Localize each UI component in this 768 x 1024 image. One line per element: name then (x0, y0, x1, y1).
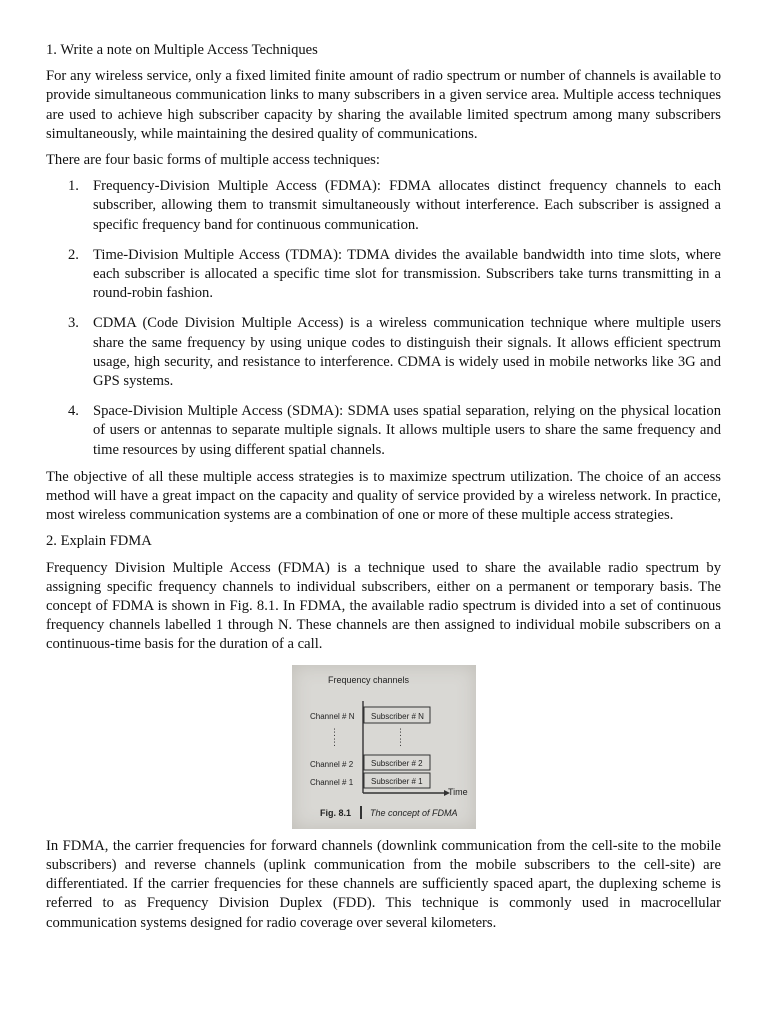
channel-2-label: Channel # 2 (309, 759, 353, 769)
ellipsis-right: ⋮ (395, 726, 405, 737)
list-text: Space-Division Multiple Access (SDMA): SDMA uses spatial separation, relying on the physical location of users or antennas to separate multiple signals. It allows multiple users to share the same frequency and time resources by using different spatial channels. (93, 403, 721, 458)
intro-paragraph: For any wireless service, only a fixed limited finite amount of radio spectrum or number of channels is available to provide simultaneous communication links to many subscribers in a given service area. Multiple access techniques are used to achieve high subscriber capacity by sharing the available limited spectrum among many subscribers simultaneously, while maintaining the desired quality of communications. (46, 68, 721, 142)
ellipsis-right-2: ⋮ (395, 736, 405, 747)
channel-n-label: Channel # N (309, 711, 354, 721)
list-text: CDMA (Code Division Multiple Access) is a wireless communication technique where multiple users share the same frequency by using unique codes to distinguish their signals. It allows efficient spectrum usage, high security, and resistance to interference. CDMA is widely used in mobile networks like 3G and GPS systems. (93, 315, 721, 390)
fdma-diagram (292, 665, 476, 829)
question-1-heading: 1. Write a note on Multiple Access Techniques (46, 42, 318, 58)
list-item (46, 314, 721, 391)
list-number: 1. (68, 178, 79, 195)
fdma-paragraph: Frequency Division Multiple Access (FDMA) is a technique used to share the available radio spectrum by assigning specific frequency channels to individual subscribers, either on a permanent or temporary basis. The concept of FDMA is shown in Fig. 8.1. In FDMA, the available radio spectrum is divided into a set of continuous frequency channels labelled 1 through N. These channels are then assigned to individual mobile subscribers on a continuous-time basis for the duration of a call. (46, 559, 721, 653)
subscriber-n-label: Subscriber # N (370, 711, 424, 721)
subscriber-1-label: Subscriber # 1 (370, 776, 423, 786)
list-number: 4. (68, 403, 79, 420)
subscriber-2-label: Subscriber # 2 (370, 758, 423, 768)
objective-paragraph: The objective of all these multiple access strategies is to maximize spectrum utilization. The choice of an access method will have a great impact on the capacity and quality of service provided by a wireless network. In practice, most wireless communication systems are a combination of one or more of these multiple access strategies. (46, 468, 721, 524)
fdma-figure (292, 665, 476, 829)
list-number: 3. (68, 315, 79, 332)
four-forms-sentence: There are four basic forms of multiple access techniques: (46, 152, 380, 169)
figure-caption: The concept of FDMA (369, 807, 458, 818)
figure-container (46, 665, 721, 829)
list-text: Time-Division Multiple Access (TDMA): TDMA divides the available bandwidth into time slots, where each subscriber is allocated a specific time slot for transmission. Subscribers take turns transmitting in a round-robin fashion. (93, 246, 721, 302)
techniques-list (46, 177, 721, 460)
question-2-heading: 2. Explain FDMA (46, 533, 152, 550)
list-text: Frequency-Division Multiple Access (FDMA): FDMA allocates distinct frequency channels to each subscriber, allowing them to transmit simultaneously without interference. Each subscriber is assigned a specific frequency band for continuous communication. (93, 178, 721, 233)
figure-number: Fig. 8.1 (319, 807, 351, 818)
y-axis-label: Frequency channels (327, 674, 409, 685)
time-label: Time (447, 786, 468, 797)
fdd-paragraph: In FDMA, the carrier frequencies for forward channels (downlink communication from the cell-site to the mobile subscribers) and reverse channels (uplink communication from the mobile subscribers to the cell-site) are differentiated. If the carrier frequencies for these channels are sufficiently spaced apart, the duplexing scheme is referred to as Frequency Division Duplex (FDD). This technique is commonly used in macrocellular communication systems designed for radio coverage over several kilometers. (46, 837, 721, 931)
ellipsis-left: ⋮ (329, 726, 339, 737)
list-item (46, 246, 721, 304)
channel-1-label: Channel # 1 (309, 777, 353, 787)
list-number: 2. (68, 246, 79, 263)
caption-divider (360, 806, 362, 819)
list-item (46, 177, 721, 235)
ellipsis-left-2: ⋮ (329, 736, 339, 747)
list-item (46, 402, 721, 460)
